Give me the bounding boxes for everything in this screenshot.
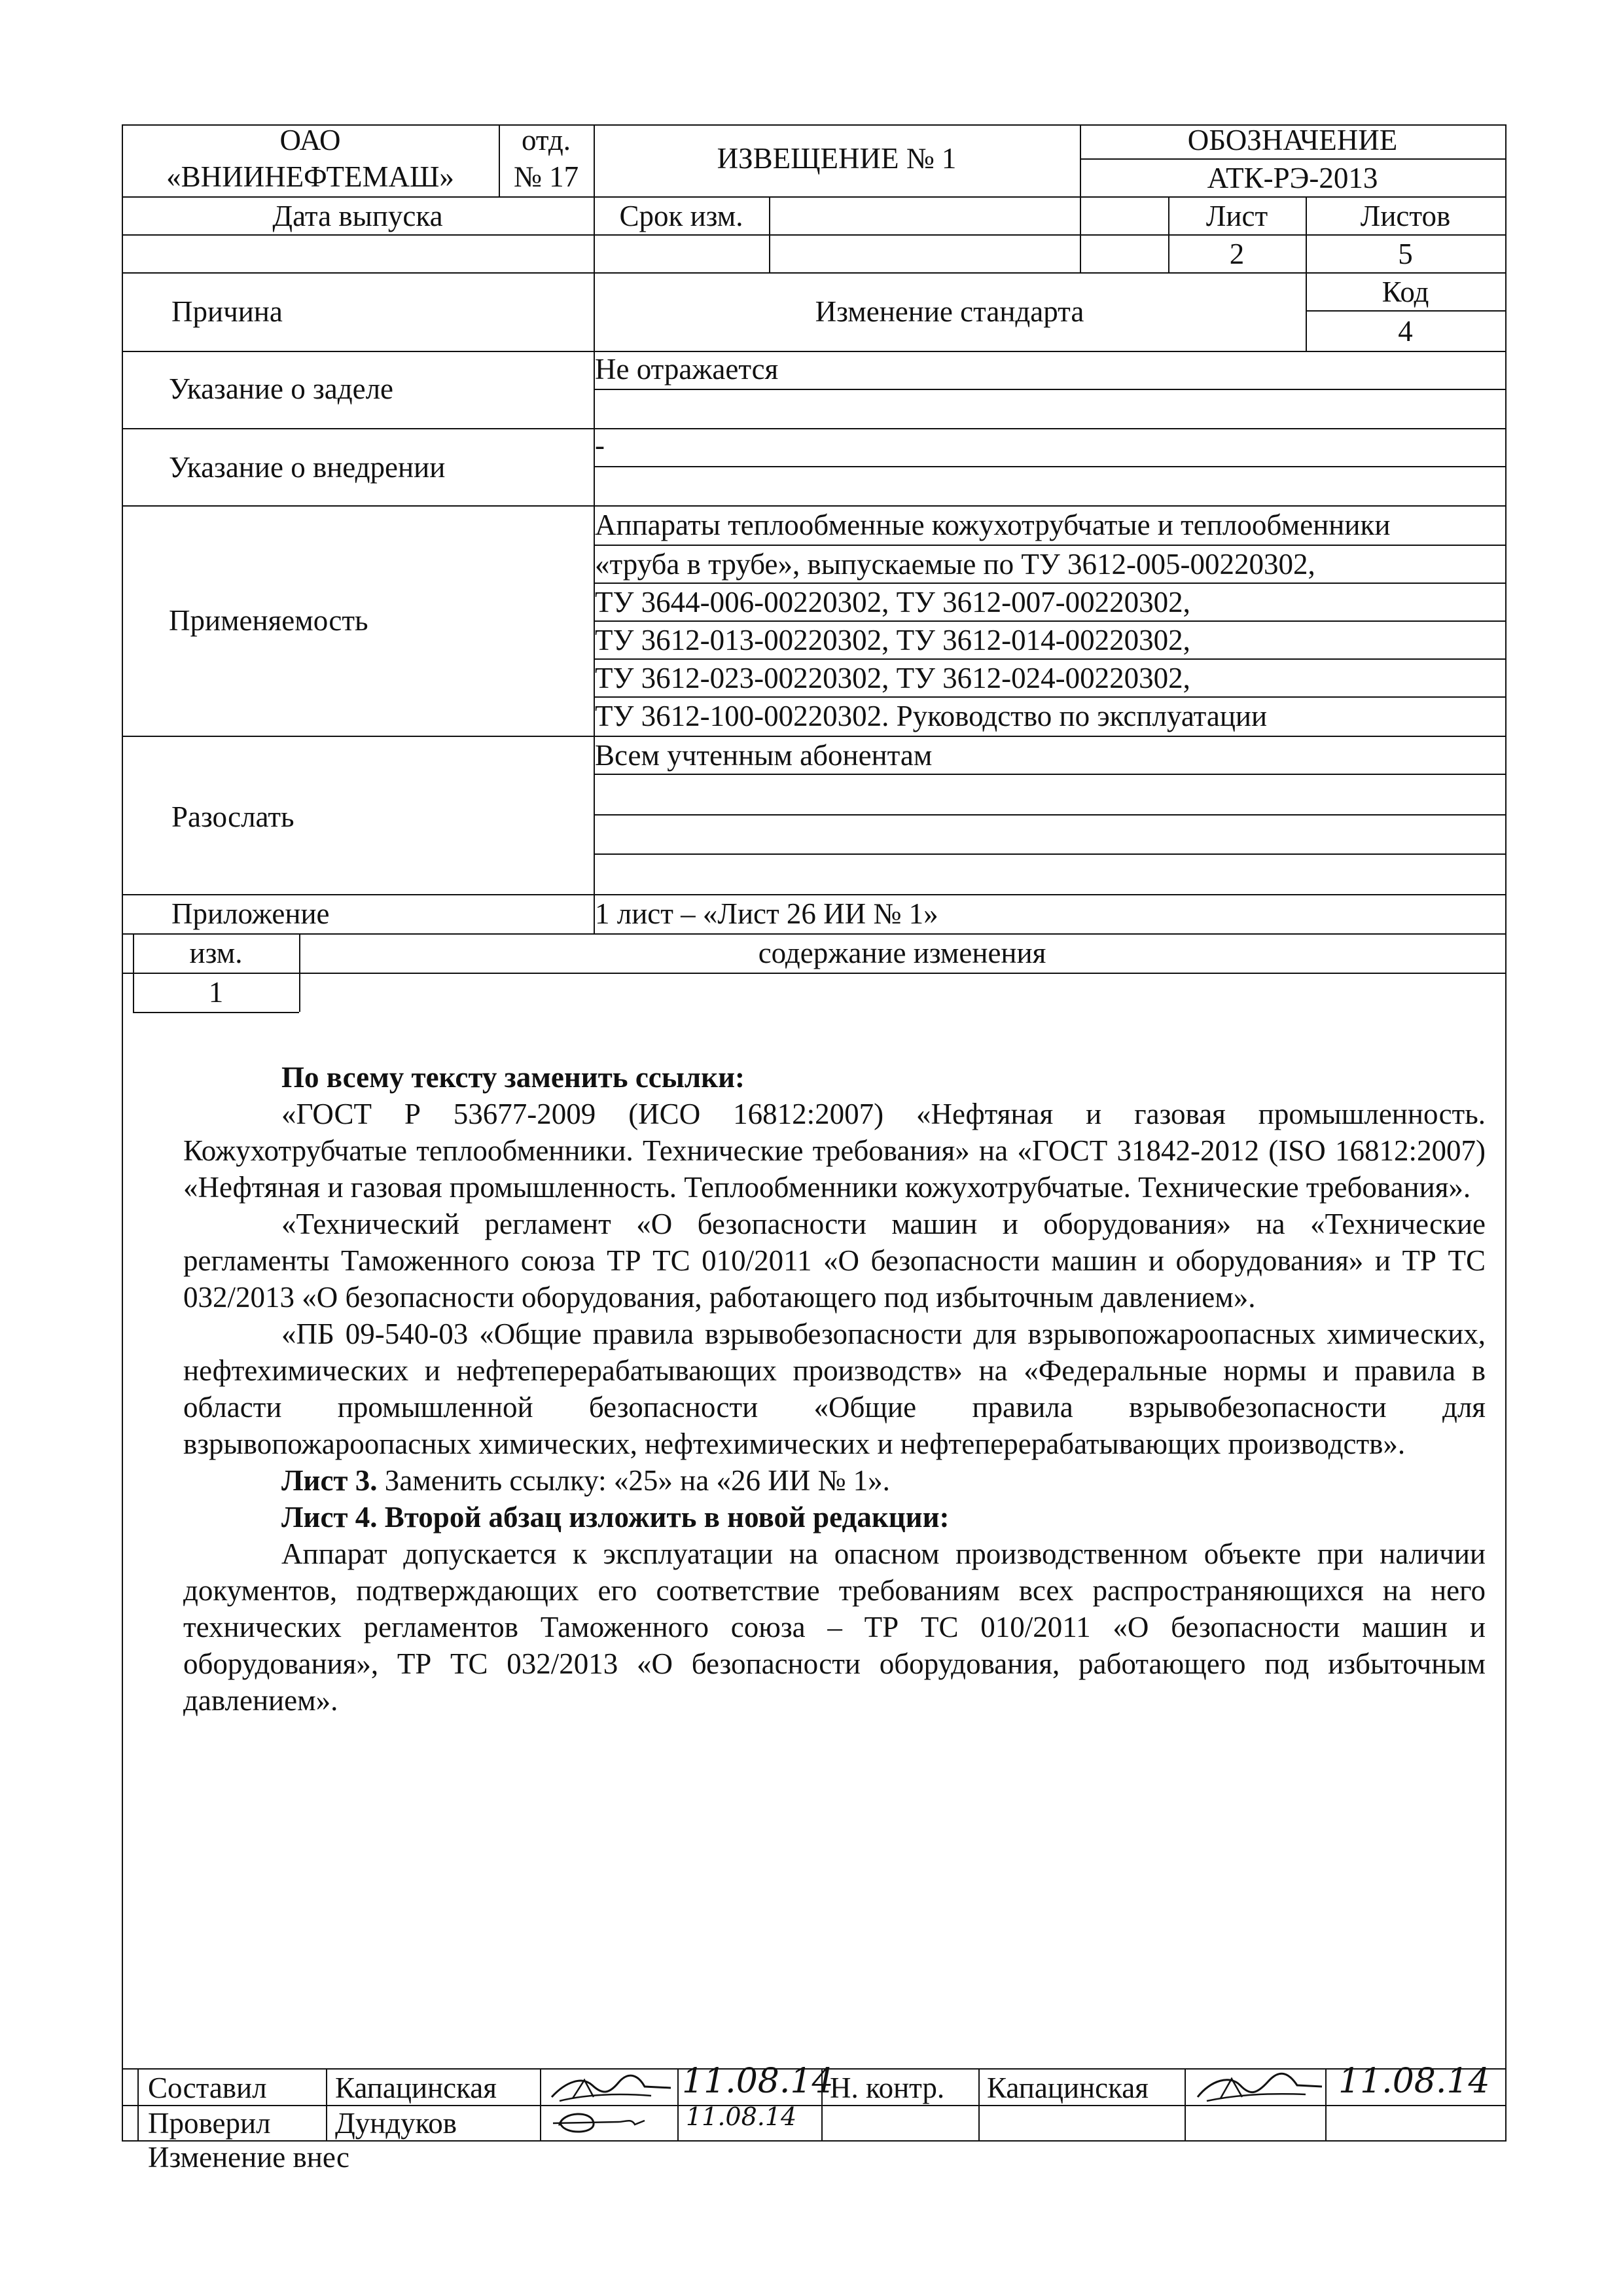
compiled-name: Капацинская bbox=[335, 2072, 497, 2104]
compiled-date: 11.08.14 bbox=[682, 2062, 834, 2101]
norm-control-date: 11.08.14 bbox=[1338, 2062, 1490, 2101]
org-line2: «ВНИИНЕФТЕМАШ» bbox=[166, 160, 454, 193]
dept-line1: отд. bbox=[521, 124, 571, 156]
applicability-line: ТУ 3612-023-00220302, ТУ 3612-024-00220302, bbox=[595, 662, 1190, 694]
content-col-label: содержание изменения bbox=[758, 937, 1046, 969]
sheet-label: Лист bbox=[1205, 200, 1268, 232]
change-col-label: изм. bbox=[189, 937, 243, 969]
heading-sheet4: Лист 4. Второй абзац изложить в новой редакции: bbox=[281, 1501, 950, 1534]
applicability-line: «труба в трубе», выпускаемые по ТУ 3612-005-00220302, bbox=[595, 548, 1315, 581]
dept-line2: № 17 bbox=[513, 160, 579, 193]
checked-label: Проверил bbox=[148, 2107, 271, 2140]
change-number: 1 bbox=[208, 976, 224, 1009]
checked-date: 11.08.14 bbox=[686, 2102, 797, 2131]
code-label: Код bbox=[1382, 276, 1429, 308]
appendix-value: 1 лист – «Лист 26 ИИ № 1» bbox=[595, 897, 938, 930]
signature-norm-control bbox=[1191, 2068, 1325, 2105]
change-term-label: Срок изм. bbox=[619, 200, 743, 232]
paragraph-sheet3 bbox=[183, 1462, 1486, 1499]
send-label: Разослать bbox=[171, 800, 294, 833]
compiled-label: Составил bbox=[148, 2072, 267, 2104]
signature-checked bbox=[546, 2105, 674, 2140]
paragraph-pb: «ПБ 09-540-03 «Общие правила взрывобезопасности для взрывопожароопасных химических, нефтехимических и нефтеперерабатывающих производств» на «Федеральные нормы и правила в области промышленной безопасности «Общие правила взрывобезопасности для взрывопожароопасных химических, нефтехимических и нефтеперерабатывающих производств». bbox=[183, 1318, 1486, 1460]
norm-control-name: Капацинская bbox=[987, 2072, 1149, 2104]
reason-label: Причина bbox=[171, 295, 283, 328]
paragraph-gost: «ГОСТ Р 53677-2009 (ИСО 16812:2007) «Нефтяная и газовая промышленность. Кожухотрубчатые теплообменники. Технические требования» на «ГОСТ 31842-2012 (ISO 16812:2007) «Нефтяная и газовая промышленность. Теплообменники кожухотрубчатые. Технические требования». bbox=[183, 1098, 1486, 1204]
signature-compiled bbox=[546, 2068, 674, 2105]
sheets-value: 5 bbox=[1398, 238, 1413, 270]
implementation-label: Указание о внедрении bbox=[169, 451, 446, 484]
sheets-label: Листов bbox=[1360, 200, 1451, 232]
applicability-line: ТУ 3644-006-00220302, ТУ 3612-007-00220302, bbox=[595, 586, 1190, 619]
norm-control-label: Н. контр. bbox=[830, 2072, 945, 2104]
code-value: 4 bbox=[1398, 315, 1413, 348]
send-value: Всем учтенным абонентам bbox=[595, 739, 933, 772]
applicability-label: Применяемость bbox=[169, 604, 368, 637]
backlog-label: Указание о заделе bbox=[169, 372, 393, 405]
sheet3-text: Заменить ссылку: «25» на «26 ИИ № 1». bbox=[377, 1464, 890, 1497]
notice-title: ИЗВЕЩЕНИЕ № 1 bbox=[717, 142, 957, 175]
issue-date-label: Дата выпуска bbox=[272, 200, 443, 232]
designation-label: ОБОЗНАЧЕНИЕ bbox=[1187, 124, 1398, 156]
paragraph-reglament: «Технический регламент «О безопасности машин и оборудования» на «Технические регламенты Таможенного союза ТР ТС 010/2011 «О безопасности машин и оборудования» и ТР ТС 032/2013 «О безопасности оборудования, работающего под избыточным давлением». bbox=[183, 1208, 1486, 1314]
applicability-line: Аппараты теплообменные кожухотрубчатые и теплообменники bbox=[595, 509, 1391, 541]
designation-value: АТК-РЭ-2013 bbox=[1207, 162, 1378, 194]
applicability-line: ТУ 3612-100-00220302. Руководство по эксплуатации bbox=[595, 700, 1268, 732]
change-content bbox=[183, 1059, 1486, 1719]
heading-replace-refs: По всему тексту заменить ссылки: bbox=[281, 1061, 745, 1094]
applicability-line: ТУ 3612-013-00220302, ТУ 3612-014-00220302, bbox=[595, 624, 1190, 656]
reason-value: Изменение стандарта bbox=[815, 295, 1084, 328]
changed-by-label: Изменение внес bbox=[148, 2141, 349, 2174]
appendix-label: Приложение bbox=[171, 897, 330, 930]
sheet3-label: Лист 3. bbox=[281, 1464, 378, 1497]
implementation-value: - bbox=[595, 429, 605, 461]
paragraph-sheet4: Аппарат допускается к эксплуатации на опасном производственном объекте при наличии документов, подтверждающих его соответствие требованиям всех распространяющихся на него технических регламентов Таможенного союза – ТР ТС 010/2011 «О безопасности машин и оборудования», ТР ТС 032/2013 «О безопасности оборудования, работающего под избыточным давлением». bbox=[183, 1537, 1486, 1717]
sheet-value: 2 bbox=[1229, 238, 1245, 270]
backlog-value: Не отражается bbox=[595, 353, 779, 386]
org-line1: ОАО bbox=[279, 124, 341, 156]
checked-name: Дундуков bbox=[335, 2107, 457, 2140]
